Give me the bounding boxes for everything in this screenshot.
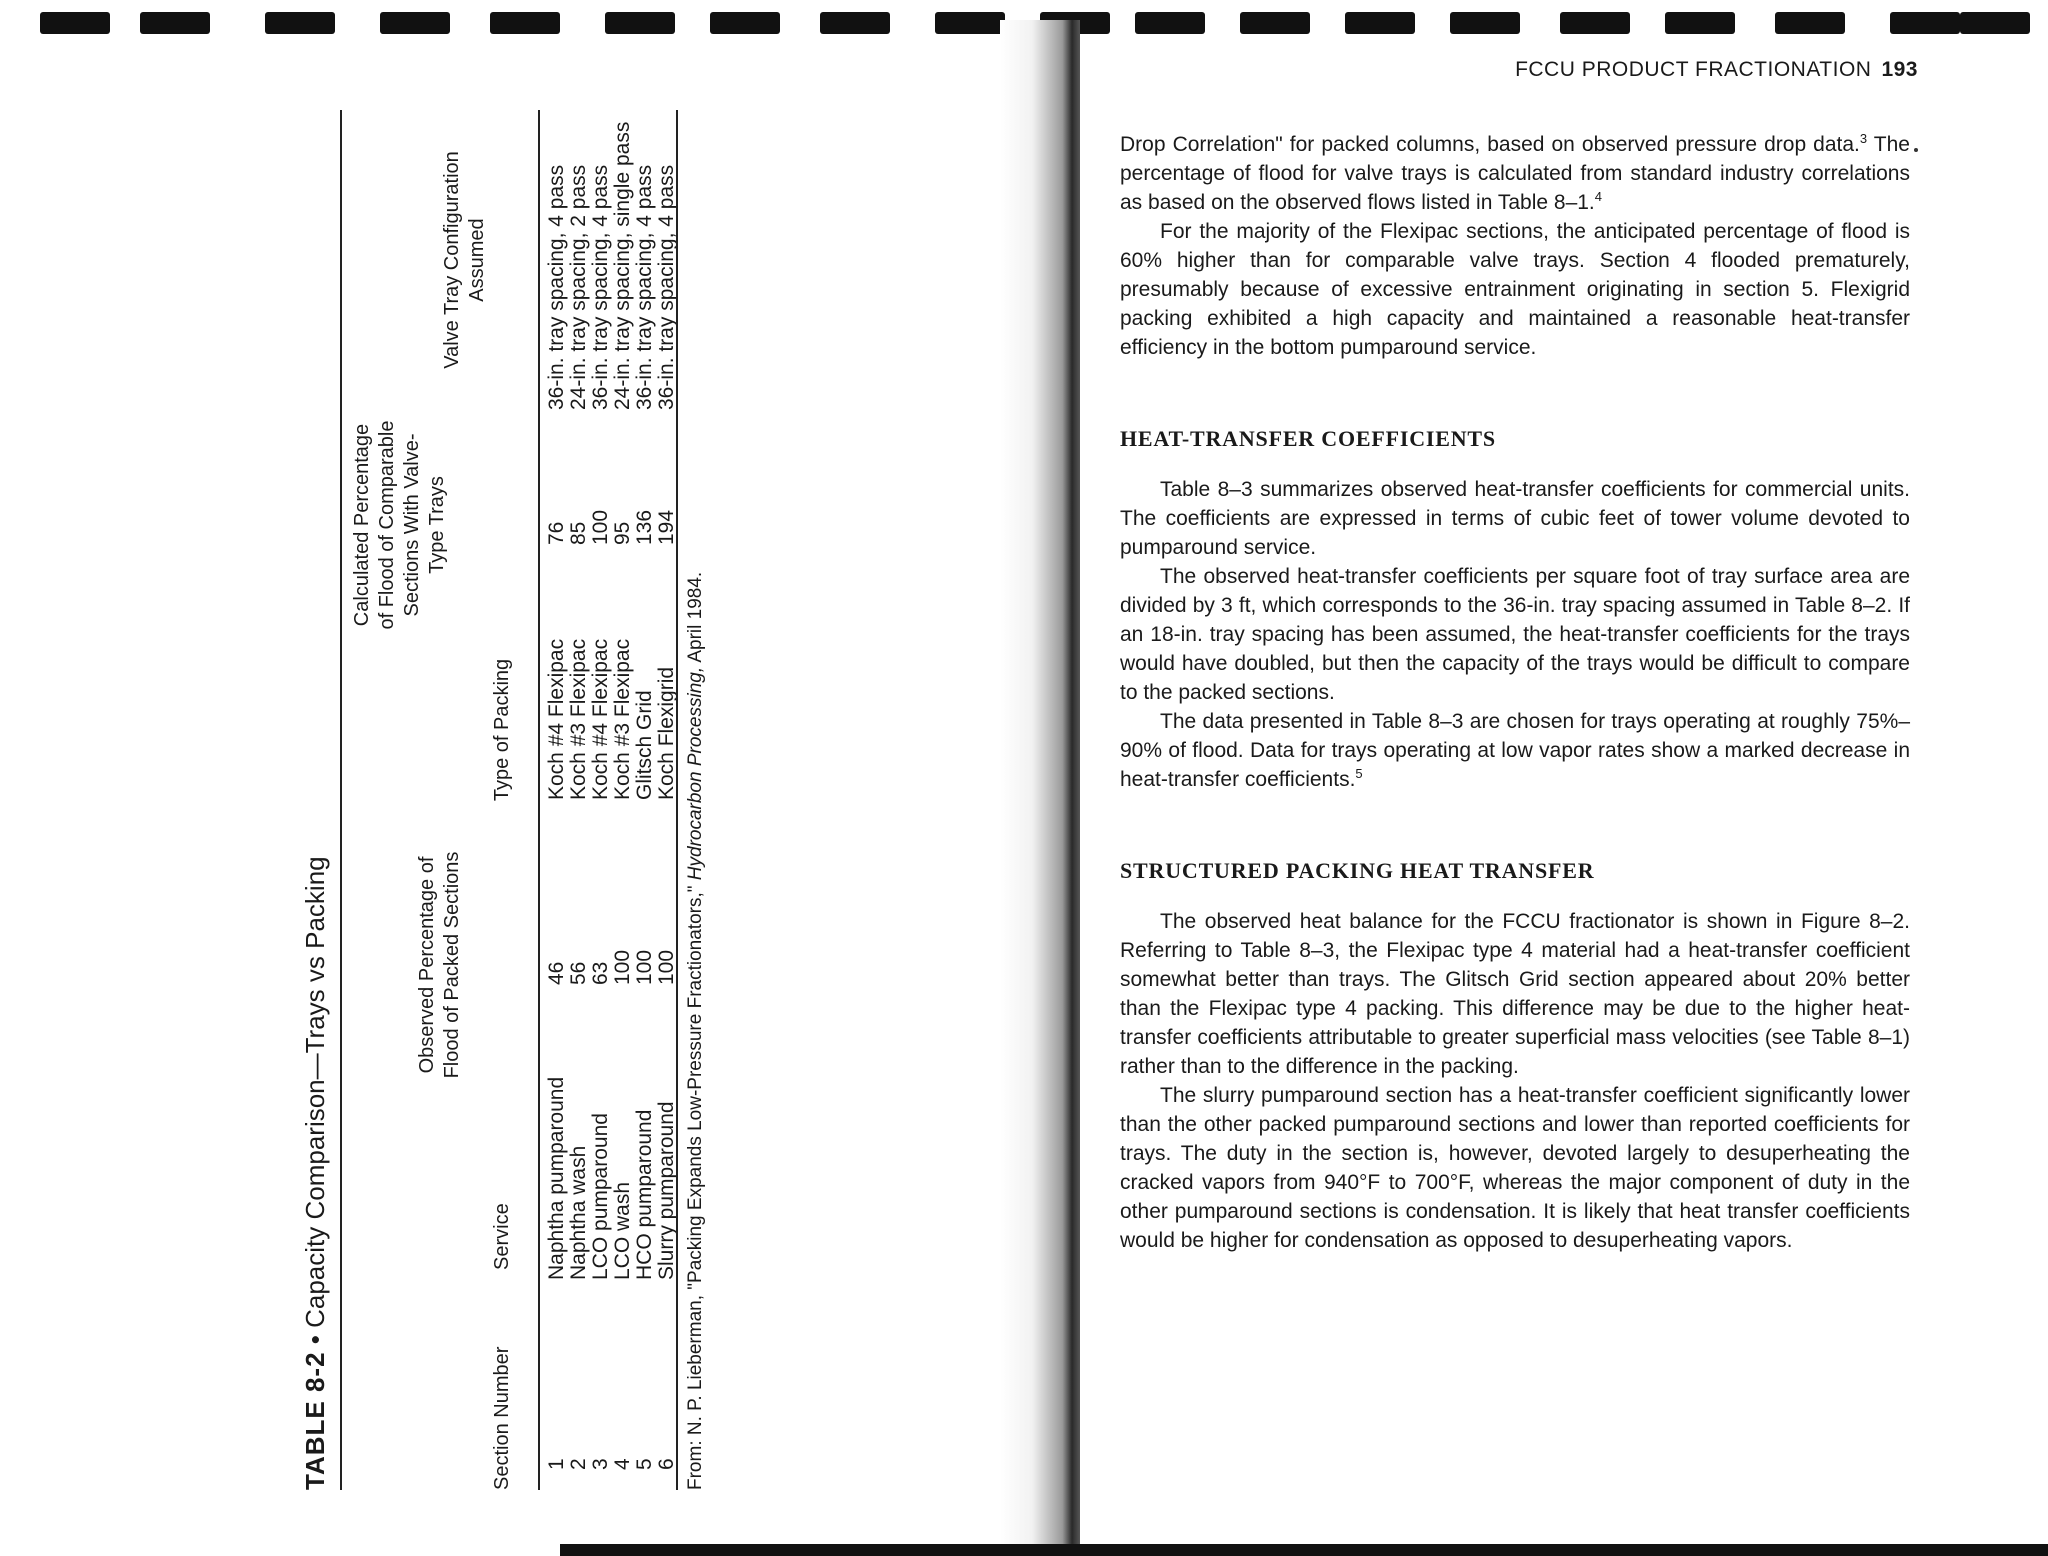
table-cell-service: Slurry pumparound [655, 1101, 678, 1280]
paragraph: The slurry pumparound section has a heat-transfer coefficient significantly lower than the other packed pumparound sections and lower than reported coefficients for trays. The duty in the section is, however, devoted largely to desuperheating the cracked vapors from 940°F to 700°F, whereas the major component of duty in the other pumparound sections is condensation. It is likely that heat transfer coefficients would be higher for condensation as opposed to desuperheating vapors. [1120, 1084, 1910, 1252]
paragraph-text: Drop Correlation" for packed columns, based on observed pressure drop data. [1120, 133, 1860, 156]
binding-hole [40, 12, 110, 34]
table-cell-observed: 63 [589, 961, 612, 985]
table-cell-calculated: 100 [589, 509, 612, 545]
table-cell-packing: Koch #4 Flexipac [545, 638, 568, 800]
header-section-number: Section Number [491, 1346, 513, 1490]
binding-hole [490, 12, 560, 34]
table-cell-config: 36-in. tray spacing, 4 pass [589, 164, 612, 410]
table-cell-observed: 56 [567, 961, 590, 985]
table-cell-service: LCO wash [611, 1181, 634, 1280]
header-type-of-packing: Type of Packing [491, 658, 513, 802]
running-head-title: FCCU PRODUCT FRACTIONATION [1515, 58, 1872, 81]
binding-hole [380, 12, 450, 34]
table-cell-packing: Glitsch Grid [633, 690, 656, 800]
paragraph: The observed heat-transfer coefficients per square foot of tray surface area are divided by 3 ft, which corresponds to the 36-in. tray spacing assumed in Table 8–2. If an 18-in. tray spacing has been assumed, the heat-transfer coefficients for the trays would have doubled, but then the capacity of the trays would be difficult to compare to the packed sections. [1120, 565, 1910, 704]
table-title [300, 856, 331, 1490]
binding-hole [710, 12, 780, 34]
table-cell-config: 36-in. tray spacing, 4 pass [655, 164, 678, 410]
table-title-text: Capacity Comparison—Trays vs Packing [300, 856, 330, 1328]
binding-hole [605, 12, 675, 34]
table-cell-config: 24-in. tray spacing, single pass [611, 121, 634, 410]
header-calculated: Calculated Percentage of Flood of Comparable Sections With Valve-Type Trays [351, 420, 448, 630]
header-service: Service [491, 1203, 513, 1270]
table-cell-section: 2 [567, 1458, 590, 1470]
binding-hole [935, 12, 1005, 34]
paragraph [1120, 707, 1910, 794]
table-title-separator: • [300, 1327, 330, 1345]
source-suffix: April 1984. [685, 571, 706, 667]
table-cell-section: 3 [589, 1458, 612, 1470]
footnote-ref: 3 [1859, 131, 1868, 146]
table-label: TABLE 8-2 [300, 1351, 330, 1490]
stray-mark [1914, 148, 1918, 152]
paragraph: For the majority of the Flexipac sections, the anticipated percentage of flood is 60% higher than for comparable valve trays. Section 4 flooded prematurely, presumably because of excessive entrainment originating in section 5. Flexigrid packing exhibited a high capacity and maintained a reasonable heat-transfer efficiency in the bottom pumparound service. [1120, 220, 1910, 359]
table-cell-observed: 100 [655, 949, 678, 985]
rotated-table [300, 110, 706, 1490]
table-cell-section: 6 [655, 1458, 678, 1470]
table-cell-config: 24-in. tray spacing, 2 pass [567, 164, 590, 410]
table-cell-packing: Koch #3 Flexipac [611, 638, 634, 800]
binding-hole [820, 12, 890, 34]
binding-hole [140, 12, 210, 34]
section-heading: HEAT-TRANSFER COEFFICIENTS [1120, 426, 1496, 451]
table-cell-packing: Koch #3 Flexipac [567, 638, 590, 800]
right-page [1080, 0, 2048, 1556]
table-cell-calculated: 95 [611, 521, 634, 545]
left-page [0, 60, 1000, 1550]
running-head [1515, 58, 1918, 82]
table-cell-packing: Koch #4 Flexipac [589, 638, 612, 800]
table-cell-config: 36-in. tray spacing, 4 pass [545, 164, 568, 410]
table-bottom-rule [676, 110, 678, 1490]
table-cell-packing: Koch Flexigrid [655, 666, 678, 800]
section-heading: STRUCTURED PACKING HEAT TRANSFER [1120, 858, 1595, 883]
table-header-rule [538, 110, 540, 1490]
paragraph-text: The percentage of flood for valve trays is calculated from standard industry correlations as based on the observed flows listed in Table 8–1. [1120, 133, 1910, 214]
table-cell-service: HCO pumparound [633, 1109, 656, 1280]
page-number: 193 [1881, 58, 1918, 81]
table-cell-calculated: 136 [633, 509, 656, 545]
source-prefix: From: N. P. Lieberman, "Packing Expands Low-Pressure Fractionators," [685, 880, 706, 1490]
footnote-ref: 5 [1355, 766, 1363, 781]
table-source-note [685, 572, 707, 1490]
paragraph: Table 8–3 summarizes observed heat-transfer coefficients for commercial units. The coefficients are expressed in terms of cubic feet of tower volume devoted to pumparound service. [1120, 478, 1910, 559]
table-cell-section: 5 [633, 1458, 656, 1470]
header-valve-tray: Valve Tray Configuration Assumed [441, 151, 488, 369]
paragraph [1120, 130, 1910, 217]
table-cell-observed: 100 [611, 949, 634, 985]
table-cell-service: Naphtha pumparound [545, 1076, 568, 1280]
table-cell-observed: 100 [633, 949, 656, 985]
table-cell-observed: 46 [545, 961, 568, 985]
source-journal: Hydrocarbon Processing, [685, 666, 706, 881]
table-top-rule [340, 110, 342, 1490]
table-cell-config: 36-in. tray spacing, 4 pass [633, 164, 656, 410]
paragraph-text: The data presented in Table 8–3 are chosen for trays operating at roughly 75%–90% of flood. Data for trays operating at low vapor rates show a marked decrease in heat-transfer coefficients. [1120, 710, 1910, 791]
binding-hole [265, 12, 335, 34]
body-text [1120, 130, 1910, 1255]
paragraph: The observed heat balance for the FCCU fractionator is shown in Figure 8–2. Referring to Table 8–3, the Flexipac type 4 material had a heat-transfer coefficient somewhat better than trays. The Glitsch Grid section appeared about 20% better than the Flexipac type 4 packing. This difference may be due to the higher heat-transfer coefficients attributable to greater superficial mass velocities (see Table 8–1) rather than to the difference in the packing. [1120, 910, 1910, 1078]
book-gutter [1000, 20, 1080, 1556]
table-cell-section: 1 [545, 1458, 568, 1470]
footnote-ref: 4 [1594, 189, 1602, 204]
table-cell-calculated: 76 [545, 521, 568, 545]
table-cell-service: Naphtha wash [567, 1145, 590, 1280]
table-cell-service: LCO pumparound [589, 1113, 612, 1280]
header-observed: Observed Percentage of Flood of Packed Sections [416, 851, 463, 1079]
table-cell-section: 4 [611, 1458, 634, 1470]
table-cell-calculated: 194 [655, 509, 678, 545]
table-cell-calculated: 85 [567, 521, 590, 545]
